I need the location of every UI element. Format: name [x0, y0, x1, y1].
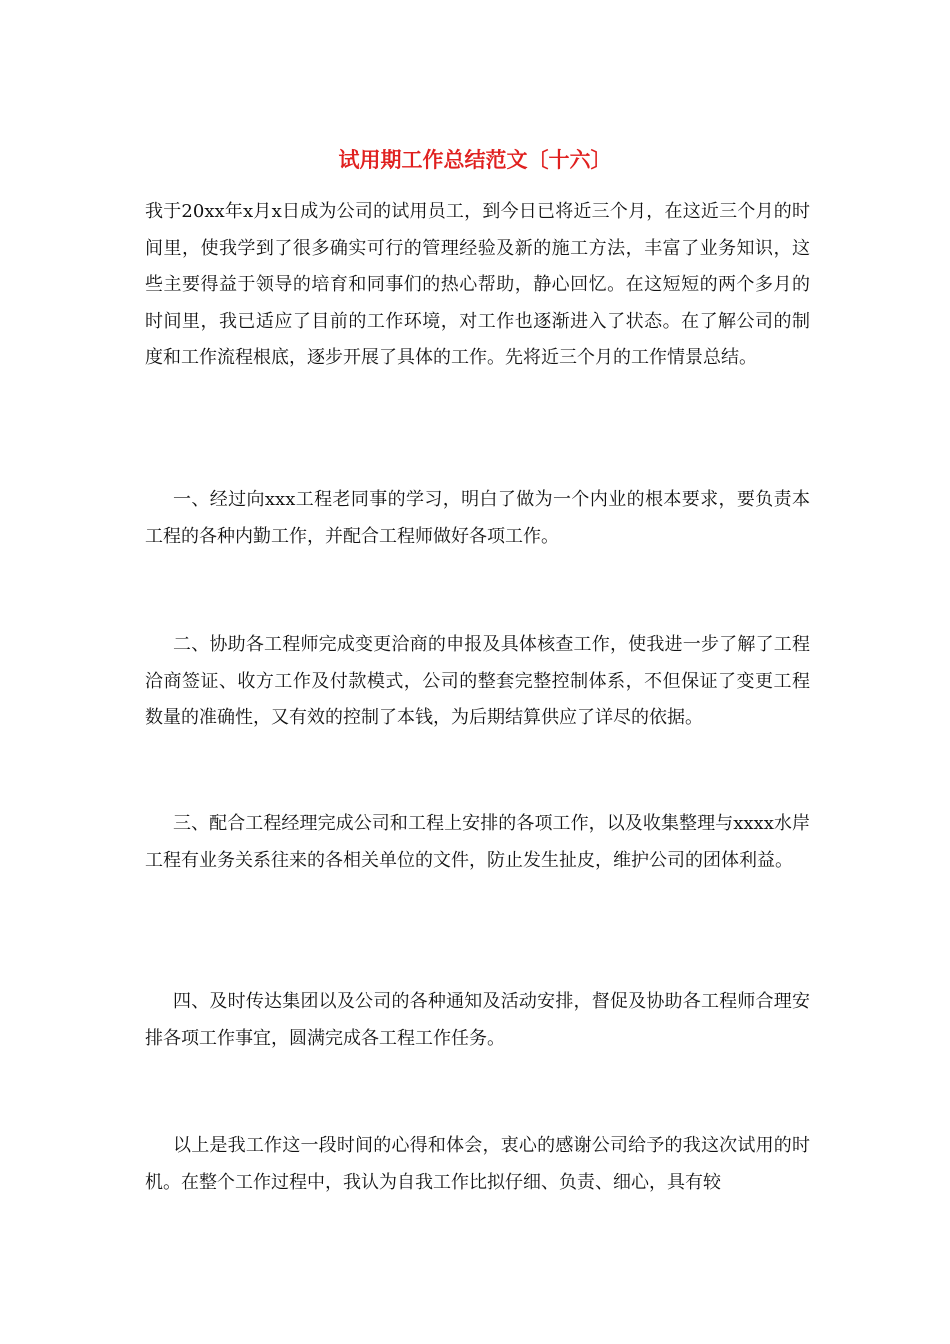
- paragraph-conclusion: 以上是我工作这一段时间的心得和体会，衷心的感谢公司给予的我这次试用的时机。在整个工作过程中，我认为自我工作比拟仔细、负责、细心，具有较: [145, 1135, 810, 1193]
- document-title: 试用期工作总结范文〔十六〕: [338, 147, 612, 172]
- paragraph-item-3: 三、配合工程经理完成公司和工程上安排的各项工作，以及收集整理与xxxx水岸工程有业务关系往来的各相关单位的文件，防止发生扯皮，维护公司的团体利益。: [145, 813, 810, 871]
- paragraph-item-4: 四、及时传达集团以及公司的各种通知及活动安排，督促及协助各工程师合理安排各项工作事宜，圆满完成各工程工作任务。: [145, 991, 810, 1049]
- paragraph-item-2: 二、协助各工程师完成变更洽商的申报及具体核查工作，使我进一步了解了工程洽商签证、收方工作及付款模式，公司的整套完整控制体系，不但保证了变更工程数量的准确性，又有效的控制了本钱，为后期结算供应了详尽的依据。: [145, 634, 810, 728]
- paragraph-intro: 我于20xx年x月x日成为公司的试用员工，到今日已将近三个月，在这近三个月的时间里，使我学到了很多确实可行的管理经验及新的施工方法，丰富了业务知识，这些主要得益于领导的培育和同事们的热心帮助，静心回忆。在这短短的两个多月的时间里，我已适应了目前的工作环境，对工作也逐渐进入了状态。在了解公司的制度和工作流程根底，逐步开展了具体的工作。先将近三个月的工作情景总结。: [145, 201, 810, 368]
- paragraph-item-1: 一、经过向xxx工程老同事的学习，明白了做为一个内业的根本要求，要负责本工程的各种内勤工作，并配合工程师做好各项工作。: [145, 489, 810, 547]
